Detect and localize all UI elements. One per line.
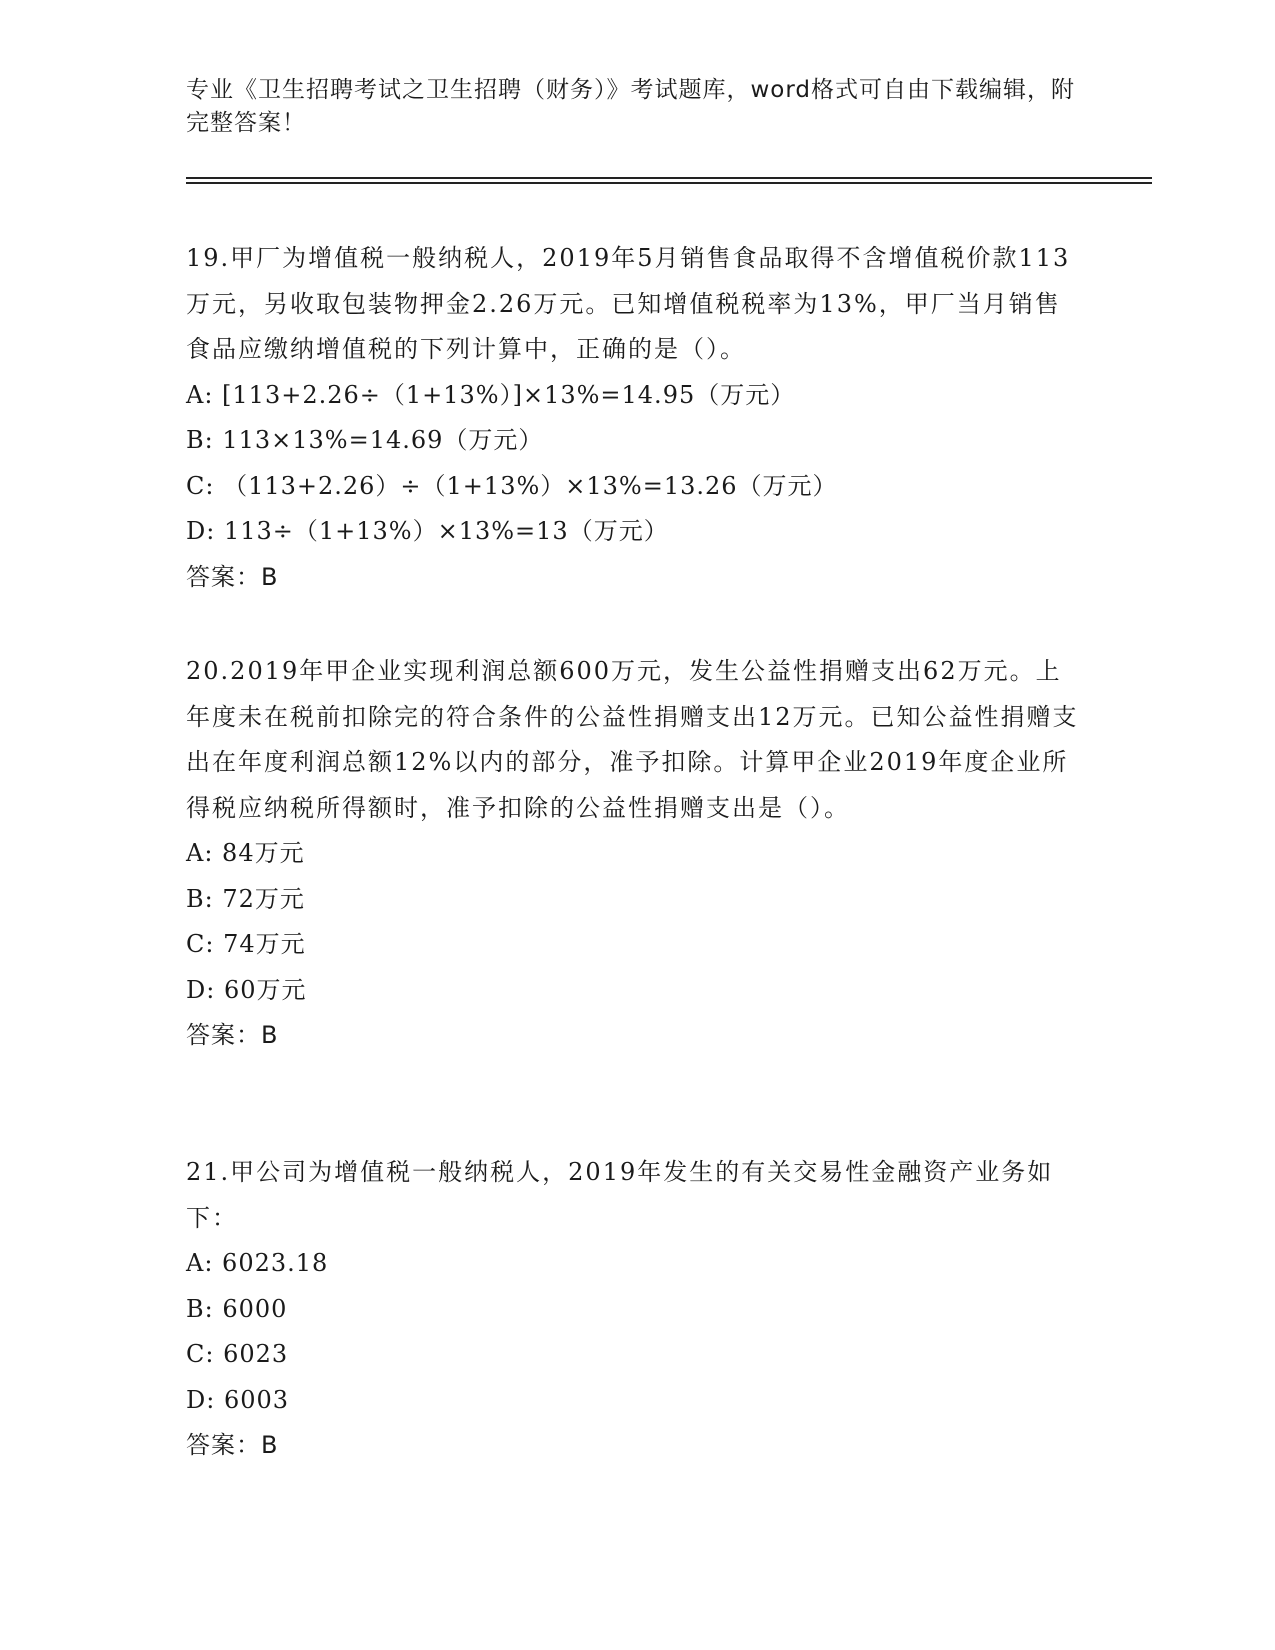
option-d: D: 60万元: [186, 975, 307, 1004]
option-b: B: 6000: [186, 1294, 288, 1323]
document-header: [186, 74, 1086, 140]
answer: 答案：B: [186, 1431, 279, 1459]
header-divider-bottom: [186, 182, 1152, 184]
question-21: [186, 1150, 1086, 1469]
header-title: 专业《卫生招聘考试之卫生招聘（财务）》考试题库，word格式可自由下载编辑，附完整答案！: [186, 77, 1076, 136]
question-stem: 19.甲厂为增值税一般纳税人，2019年5月销售食品取得不含增值税价款113万元，另收取包装物押金2.26万元。已知增值税税率为13%，甲厂当月销售食品应缴纳增值税的下列计算中，正确的是（）。: [186, 244, 1071, 363]
option-b: B: 113×13%=14.69（万元）: [186, 426, 544, 454]
question-20: [186, 649, 1086, 1059]
option-c: C: （113+2.26）÷（1+13%）×13%=13.26（万元）: [186, 471, 838, 500]
question-19: [186, 236, 1086, 600]
option-a: A: 6023.18: [186, 1249, 329, 1277]
option-a: A: 84万元: [186, 839, 305, 867]
option-b: B: 72万元: [186, 884, 305, 913]
answer: 答案：B: [186, 562, 279, 591]
option-c: C: 6023: [186, 1340, 289, 1368]
answer: 答案：B: [186, 1021, 279, 1049]
question-stem: 20.2019年甲企业实现利润总额600万元，发生公益性捐赠支出62万元。上年度未在税前扣除完的符合条件的公益性捐赠支出12万元。已知公益性捐赠支出在年度利润总额12%以内的部分，准予扣除。计算甲企业2019年度企业所得税应纳税所得额时，准予扣除的公益性捐赠支出是（）。: [186, 657, 1079, 822]
question-stem: 21.甲公司为增值税一般纳税人，2019年发生的有关交易性金融资产业务如下：: [186, 1158, 1054, 1232]
header-divider-top: [186, 177, 1152, 179]
option-d: D: 6003: [186, 1385, 290, 1414]
option-a: A: [113+2.26÷（1+13%）]×13%=14.95（万元）: [186, 380, 796, 409]
option-c: C: 74万元: [186, 930, 306, 958]
option-d: D: 113÷（1+13%）×13%=13（万元）: [186, 517, 669, 545]
